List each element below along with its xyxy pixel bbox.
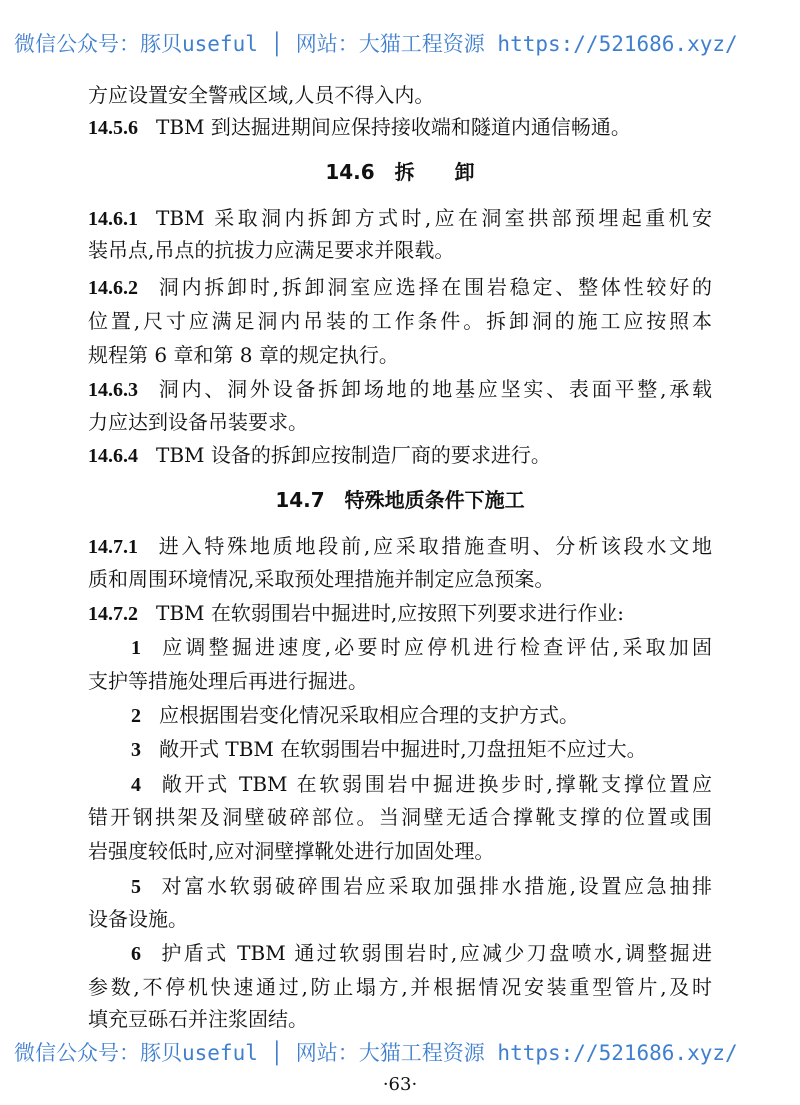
clause-text: 进入特殊地质地段前,应采取措施查明、分析该段水文地: [156, 534, 712, 558]
text-line: [88, 565, 712, 593]
clause-text: TBM 采取洞内拆卸方式时,应在洞室拱部预埋起重机安: [156, 206, 712, 230]
clause-number: 14.7.2: [88, 603, 138, 625]
clause-number: 14.5.6: [88, 117, 138, 139]
text-line: [88, 307, 712, 335]
clause-number: 3: [131, 739, 141, 761]
text-line: [131, 939, 712, 968]
clause-text: 参数,不停机快速通过,防止塌方,并根据情况安装重型管片,及时: [88, 975, 712, 999]
text-line: [88, 599, 712, 628]
clause-number: 14.6.4: [88, 445, 138, 467]
clause-text: 位置,尺寸应满足洞内吊装的工作条件。拆卸洞的施工应按照本: [88, 309, 712, 333]
text-line: [88, 236, 712, 264]
clause-text: 敞开式 TBM 在软弱围岩中掘进时,刀盘扭矩不应过大。: [159, 737, 647, 761]
clause-number: 5: [131, 876, 141, 898]
text-line: [88, 973, 712, 1001]
clause-text: 质和周围环境情况,采取预处理措施并制定应急预案。: [88, 567, 555, 591]
clause-text: 洞内拆卸时,拆卸洞室应选择在围岩稳定、整体性较好的: [156, 275, 712, 299]
clause-number: 14.6.2: [88, 277, 138, 299]
clause-text: 支护等措施处理后再进行掘进。: [88, 669, 368, 693]
section-heading: 14.7 特殊地质条件下施工: [275, 488, 525, 512]
clause-number: 14.6.1: [88, 208, 138, 230]
clause-number: 14.6.3: [88, 379, 138, 401]
text-line: [88, 441, 712, 470]
clause-text: TBM 在软弱围岩中掘进时,应按照下列要求进行作业:: [156, 601, 624, 625]
text-line: [88, 81, 712, 109]
text-line: [88, 375, 712, 404]
text-line: [88, 273, 712, 302]
text-line: [88, 113, 712, 142]
clause-text: 洞内、洞外设备拆卸场地的地基应坚实、表面平整,承载: [156, 377, 712, 401]
clause-number: 2: [131, 705, 141, 727]
text-line: [88, 408, 712, 436]
text-line: [88, 1005, 712, 1033]
watermark-top: 微信公众号：豚贝useful │ 网站：大猫工程资源 https://521686.xyz/: [14, 32, 738, 56]
text-line: [88, 803, 712, 831]
text-line: [88, 837, 712, 865]
clause-text: 力应达到设备吊装要求。: [88, 410, 308, 434]
text-line: [88, 905, 712, 933]
clause-text: 错开钢拱架及洞壁破碎部位。当洞壁无适合撑靴支撑的位置或围: [88, 805, 712, 829]
page-number: ·63·: [382, 1074, 418, 1095]
clause-number: 6: [131, 943, 141, 965]
text-line: [88, 667, 712, 695]
section-heading: 14.6 拆 卸: [325, 160, 475, 184]
clause-text: 对富水软弱破碎围岩应采取加强排水措施,设置应急抽排: [159, 874, 712, 898]
text-line: [88, 204, 712, 233]
text-line: [131, 872, 712, 901]
text-line: [131, 735, 712, 764]
text-line: [131, 701, 712, 730]
clause-text: 填充豆砾石并注浆固结。: [88, 1007, 308, 1031]
watermark-bottom: 微信公众号：豚贝useful │ 网站：大猫工程资源 https://521686.xyz/: [14, 1041, 738, 1065]
clause-text: 规程第 6 章和第 8 章的规定执行。: [88, 343, 399, 367]
text-line: [131, 770, 712, 799]
text-line: [88, 341, 712, 369]
clause-text: 设备设施。: [88, 907, 188, 931]
text-line: [88, 532, 712, 561]
clause-text: 应根据围岩变化情况采取相应合理的支护方式。: [159, 703, 579, 727]
clause-text: TBM 到达掘进期间应保持接收端和隧道内通信畅通。: [156, 115, 631, 139]
clause-text: 敞开式 TBM 在软弱围岩中掘进换步时,撑靴支撑位置应: [159, 772, 712, 796]
clause-text: 装吊点,吊点的抗拔力应满足要求并限载。: [88, 238, 455, 262]
clause-text: 护盾式 TBM 通过软弱围岩时,应减少刀盘喷水,调整掘进: [159, 941, 712, 965]
clause-text: TBM 设备的拆卸应按制造厂商的要求进行。: [156, 443, 551, 467]
clause-text: 岩强度较低时,应对洞壁撑靴处进行加固处理。: [88, 839, 495, 863]
clause-number: 1: [131, 637, 141, 659]
text-line: [131, 633, 712, 662]
clause-number: 4: [131, 774, 141, 796]
clause-text: 方应设置安全警戒区域,人员不得入内。: [88, 83, 435, 107]
clause-text: 应调整掘进速度,必要时应停机进行检查评估,采取加固: [159, 635, 712, 659]
clause-number: 14.7.1: [88, 536, 138, 558]
